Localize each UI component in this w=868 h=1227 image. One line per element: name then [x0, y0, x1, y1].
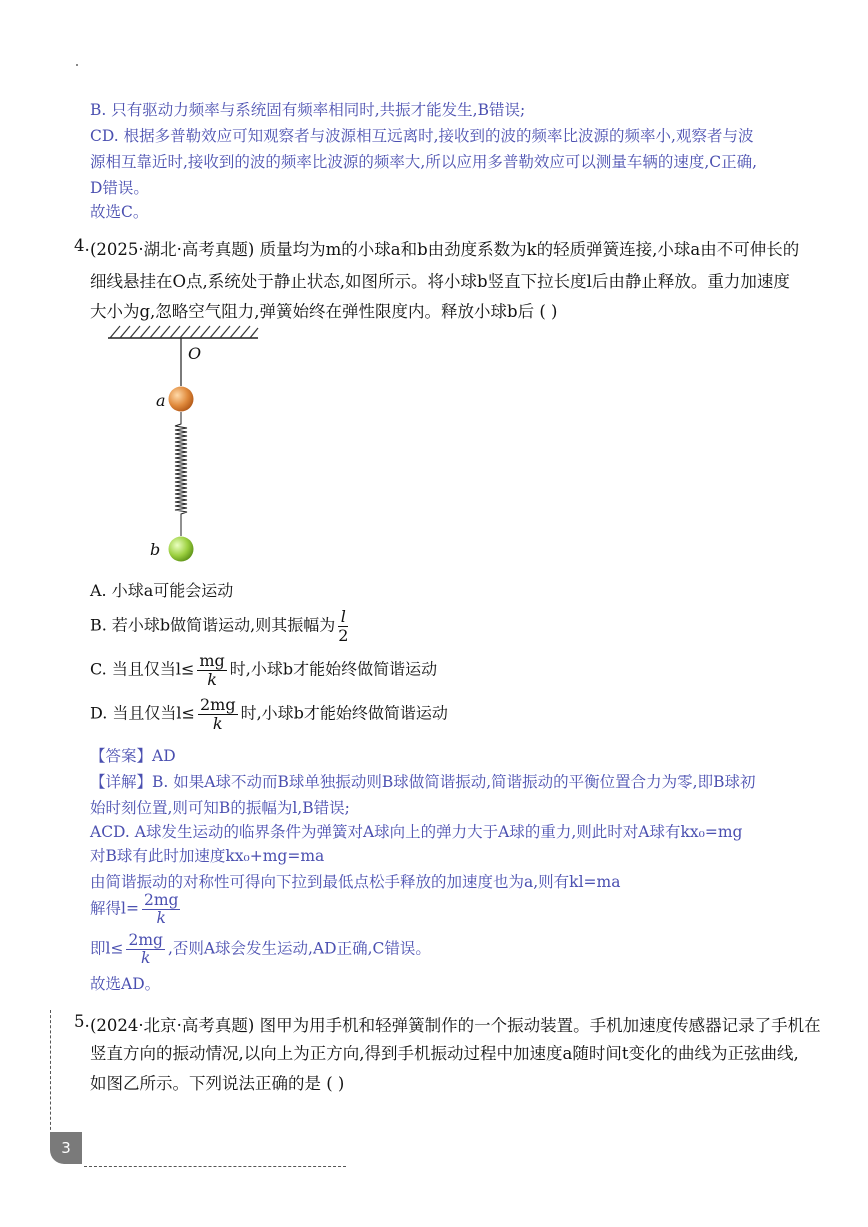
- fraction-denominator: k: [156, 909, 166, 928]
- detail-line6: [90, 892, 183, 927]
- question-text-line3: 大小为g,忽略空气阻力,弹簧始终在弹性限度内。释放小球b后 ( ): [90, 302, 558, 321]
- detail-line7-tail: ,否则A球会发生运动,AD正确,C错误。: [167, 939, 431, 958]
- fraction-numerator: mg: [199, 651, 225, 670]
- question5-text-line2: 竖直方向的振动情况,以向上为正方向,得到手机振动过程中加速度a随时间t变化的曲线为正弦曲线,: [90, 1044, 799, 1063]
- fraction-denominator: k: [207, 669, 217, 689]
- option-d-text: D. 当且仅当l≤: [90, 703, 195, 723]
- ball-b: [169, 537, 194, 562]
- fraction-l-over-2: [338, 608, 348, 644]
- option-c-tail: 时,小球b才能始终做简谐运动: [229, 659, 438, 679]
- detail-fraction: [126, 932, 164, 967]
- option-b: [90, 608, 351, 644]
- analysis-line-cd-3: D错误。: [90, 179, 149, 197]
- question-text-line2: 细线悬挂在O点,系统处于静止状态,如图所示。将小球b竖直下拉长度l后由静止释放。重力加速度: [90, 272, 790, 291]
- question-number: 5.: [74, 1012, 90, 1031]
- fraction-denominator: k: [140, 949, 151, 968]
- fraction-numerator: l: [338, 608, 348, 627]
- fraction-numerator: 2mg: [143, 891, 179, 909]
- analysis-line-cd-2: 源相互靠近时,接收到的波的频率比波源的频率大,所以应用多普勒效应可以测量车辆的速度,C正确,: [90, 153, 758, 171]
- fraction-numerator: 2mg: [128, 931, 163, 949]
- option-d-tail: 时,小球b才能始终做简谐运动: [240, 703, 448, 723]
- option-d: [90, 696, 448, 732]
- detail-line7: [90, 932, 431, 967]
- option-b-text: B. 若小球b做简谐运动,则其振幅为: [90, 615, 336, 635]
- analysis-line-b: B. 只有驱动力频率与系统固有频率相同时,共振才能发生,B错误;: [90, 101, 526, 119]
- option-c-text: C. 当且仅当l≤: [90, 659, 195, 679]
- question-text-line1: (2025·湖北·高考真题) 质量均为m的小球a和b由劲度系数为k的轻质弹簧连接,小球a由不可伸长的: [90, 240, 800, 259]
- option-a: A. 小球a可能会运动: [90, 581, 234, 600]
- margin-dashed-line: [50, 1010, 51, 1135]
- spring-figure: [100, 320, 270, 570]
- detail-fraction: [142, 892, 180, 927]
- spring: [175, 412, 187, 536]
- footer-dashed-line: [84, 1166, 346, 1167]
- question-number: 4.: [74, 236, 90, 255]
- detail-line3: ACD. A球发生运动的临界条件为弹簧对A球向上的弹力大于A球的重力,则此时对A球有kx₀=mg: [90, 823, 743, 841]
- label-b: b: [150, 540, 161, 559]
- detail-line1: 【详解】B. 如果A球不动而B球单独振动则B球做简谐振动,简谐振动的平衡位置合力为零,即B球初: [90, 773, 756, 791]
- ball-a: [169, 387, 194, 412]
- label-o: O: [188, 344, 202, 363]
- option-c: [90, 652, 437, 688]
- question5-text-line1: (2024·北京·高考真题) 图甲为用手机和轻弹簧制作的一个振动装置。手机加速度传感器记录了手机在: [90, 1016, 821, 1035]
- detail-line4: 对B球有此时加速度kx₀+mg=ma: [90, 847, 325, 865]
- label-a: a: [156, 391, 166, 410]
- detail-line6-text: 解得l=: [90, 899, 139, 918]
- detail-line7-text: 即l≤: [90, 939, 124, 958]
- ceiling: [108, 326, 258, 338]
- analysis-line-cd: CD. 根据多普勒效应可知观察者与波源相互远离时,接收到的波的频率比波源的频率小,观察者与波: [90, 127, 754, 145]
- detail-conclusion: 故选AD。: [90, 975, 161, 993]
- page-mark: [76, 64, 78, 66]
- analysis-conclusion: 故选C。: [90, 203, 149, 221]
- detail-line2: 始时刻位置,则可知B的振幅为l,B错误;: [90, 799, 350, 817]
- question5-text-line3: 如图乙所示。下列说法正确的是 ( ): [90, 1074, 345, 1093]
- page-number-badge: 3: [50, 1132, 82, 1164]
- detail-line5: 由简谐振动的对称性可得向下拉到最低点松手释放的加速度也为a,则有kl=ma: [90, 873, 621, 891]
- fraction-denominator: k: [212, 713, 223, 733]
- fraction-numerator: 2mg: [199, 695, 236, 714]
- fraction-2mg-over-k: [198, 696, 238, 732]
- fraction-mg-over-k: [197, 652, 226, 688]
- answer-label: 【答案】AD: [90, 747, 176, 765]
- fraction-denominator: 2: [338, 625, 349, 645]
